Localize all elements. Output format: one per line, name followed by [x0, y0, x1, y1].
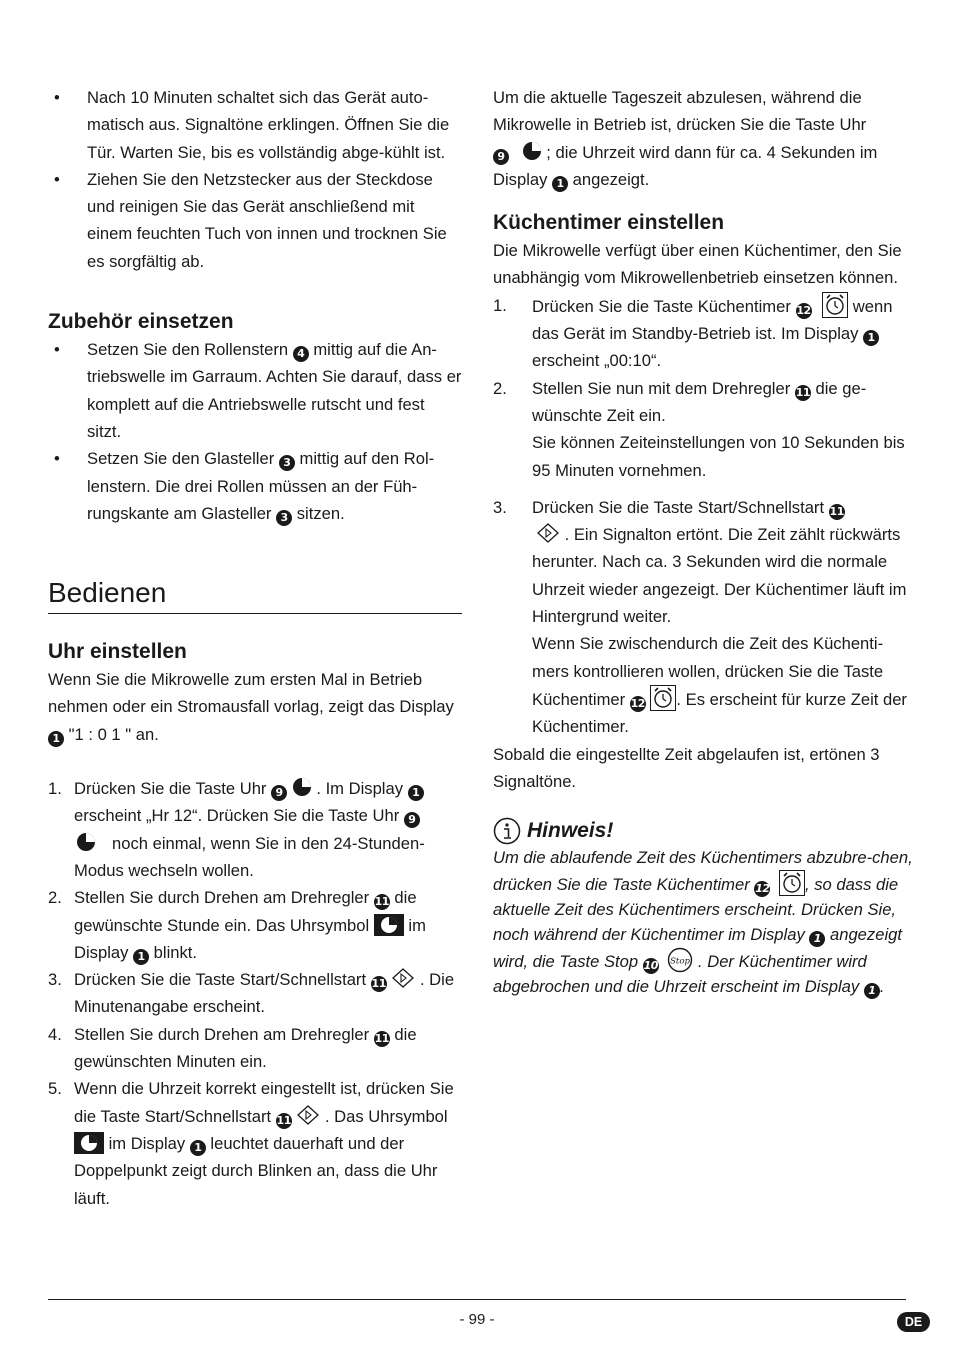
text: . Das Uhrsymbol [324, 1106, 448, 1126]
text: angezeigt wird, die Taste Stop [493, 925, 902, 972]
text: Stellen Sie nun mit dem Drehregler [532, 378, 791, 398]
text: Stellen Sie durch Drehen am Drehregler [74, 1024, 370, 1044]
ref-number: 11 [829, 504, 844, 518]
text: . Ein Signalton ertönt. Die Zeit zählt rückwärts herunter. Nach ca. 3 Sekunden wird die normale Uhrzeit wieder angezeigt. Der Küchentimer läuft im Hintergrund weiter. [532, 525, 907, 627]
list-item [48, 966, 462, 1021]
ref-number: 1 [809, 931, 825, 947]
text: blinkt. [153, 942, 198, 962]
hinweis-title: Hinweis! [527, 819, 614, 843]
kitchen-timer-icon [822, 292, 848, 318]
step-number: 4. [48, 1024, 62, 1044]
ref-number: 9 [493, 149, 509, 165]
text: Drücken Sie die Taste Küchentimer [532, 296, 791, 316]
list-item [493, 375, 913, 484]
stop-icon [667, 947, 693, 973]
text: im Display [108, 1133, 186, 1153]
section-heading-kuechentimer: Küchentimer einstellen [493, 211, 725, 235]
info-icon [493, 817, 521, 845]
step-number: 2. [48, 888, 62, 908]
text: . Im Display [316, 779, 404, 799]
step-number: 3. [48, 970, 62, 990]
hinweis-text [493, 845, 913, 999]
zubehoer-bullet-list [48, 336, 462, 527]
right-column [493, 84, 913, 999]
text: Drücken Sie die Taste Start/Schnellstart [532, 497, 825, 517]
clock-symbol-icon [374, 914, 404, 936]
text: Um die ablaufende Zeit des Küchentimers abzubre-chen, drücken Sie die Taste Küchentimer [493, 848, 913, 895]
clock-icon [292, 777, 312, 797]
chapter-heading-bedienen: Bedienen [48, 575, 462, 614]
intro-bullet-list [48, 84, 462, 275]
text: ; die Uhrzeit wird dann für ca. 4 Sekunden im Display [493, 142, 878, 189]
text: , so dass die aktuelle Zeit des Küchentimers erscheint. Drücken Sie, noch während der Küchentimer im Display [493, 875, 899, 945]
bullet-text: Nach 10 Minuten schaltet sich das Gerät auto-matisch aus. Signaltöne erklingen. Öffnen Sie die Tür. Warten Sie, bis es vollständig abge-kühlt ist. [87, 88, 450, 162]
text: Setzen Sie den Rollenstern [87, 340, 289, 360]
step-number: 5. [48, 1079, 62, 1099]
list-item [48, 1075, 462, 1211]
list-item [48, 775, 462, 884]
text: "1 : 0 1 " an. [68, 724, 159, 744]
ref-number: 3 [276, 510, 292, 526]
text: angezeigt. [572, 169, 650, 189]
ref-number: 11 [276, 1113, 291, 1127]
ref-number: 12 [630, 696, 645, 710]
bullet-mark: • [54, 169, 60, 189]
list-item [493, 494, 913, 741]
ref-number: 9 [404, 812, 420, 828]
list-item [48, 884, 462, 966]
text: . Die Minutenangabe erscheint. [74, 970, 455, 1017]
section-heading-uhr: Uhr einstellen [48, 640, 187, 664]
ref-number: 1 [133, 949, 149, 965]
text: Wenn Sie zwischendurch die Zeit des Küchenti-mers kontrollieren wollen, drücken Sie die Taste Küchentimer [532, 634, 884, 709]
text: wenn das Gerät im Standby-Betrieb ist. Im Display [532, 296, 893, 344]
text: Drücken Sie die Taste Start/Schnellstart [74, 970, 367, 990]
text: leuchtet dauerhaft und der Doppelpunkt zeigt durch Blinken an, dass die Uhr läuft. [74, 1133, 438, 1208]
step-number: 1. [48, 779, 62, 799]
ref-number: 12 [755, 882, 770, 896]
text: im Display [74, 915, 426, 962]
kuechentimer-intro: Die Mikrowelle verfügt über einen Küchentimer, den Sie unabhängig vom Mikrowellenbetrieb einsetzen können. [493, 241, 902, 288]
text: Wenn Sie die Mikrowelle zum ersten Mal in Betrieb nehmen oder ein Stromausfall vorlag, zeigt das Display [48, 670, 454, 717]
list-item [48, 166, 462, 275]
bullet-mark: • [54, 340, 60, 360]
ref-number: 11 [374, 895, 389, 909]
ref-number: 9 [271, 785, 287, 801]
list-item [48, 84, 462, 166]
ref-number: 1 [190, 1140, 206, 1156]
start-diamond-icon [296, 1105, 320, 1125]
ref-number: 4 [293, 346, 309, 362]
text: . Es erscheint für kurze Zeit der Küchentimer. [532, 689, 907, 737]
tageszeit-paragraph [493, 84, 913, 193]
uhr-intro [48, 666, 462, 748]
text: die gewünschte Stunde ein. Das Uhrsymbol [74, 888, 417, 935]
text: Wenn die Uhrzeit korrekt eingestellt ist, drücken Sie die Taste Start/Schnellstart [74, 1079, 454, 1126]
ref-number: 1 [48, 731, 64, 747]
start-diamond-icon [536, 523, 560, 543]
text: sitzen. [296, 503, 345, 523]
step-number: 2. [493, 378, 507, 398]
text: Sie können Zeiteinstellungen von 10 Sekunden bis 95 Minuten vornehmen. [532, 433, 905, 480]
step-number: 1. [493, 295, 507, 315]
text: . Der Küchentimer wird abgebrochen und die Uhrzeit erscheint im Display [493, 952, 867, 997]
text: mittig auf die An-triebswelle im Garraum. Achten Sie darauf, dass er komplett auf die Antriebswelle rutscht und fest sitzt. [87, 340, 462, 441]
text: erscheint „Hr 12“. Drücken Sie die Taste Uhr [74, 806, 400, 826]
list-item [493, 292, 913, 375]
bullet-text: Ziehen Sie den Netzstecker aus der Steckdose und reinigen Sie das Gerät anschließend mit einem feuchten Tuch von innen und trocknen Sie es sorgfältig ab. [87, 169, 447, 271]
text: die gewünschten Minuten ein. [74, 1024, 417, 1072]
bullet-mark: • [54, 88, 60, 107]
clock-icon [76, 832, 96, 852]
ref-number: 3 [279, 455, 295, 471]
kitchen-timer-icon [650, 685, 676, 711]
kuechentimer-end: Sobald die eingestellte Zeit abgelaufen ist, ertönen 3 Signaltöne. [493, 744, 880, 791]
step-number: 3. [493, 497, 507, 517]
text: Drücken Sie die Taste Uhr [74, 779, 267, 799]
ref-number: 12 [796, 303, 811, 317]
text: Um die aktuelle Tageszeit abzulesen, während die Mikrowelle in Betrieb ist, drücken Sie die Taste Uhr [493, 88, 867, 135]
list-item [48, 336, 462, 445]
language-badge: DE [897, 1312, 930, 1332]
text: erscheint „00:10“. [532, 351, 662, 371]
ref-number: 1 [552, 176, 568, 192]
text: Setzen Sie den Glasteller [87, 449, 275, 469]
text: mittig auf den Rol-lenstern. Die drei Rollen müssen an der Füh-rungskante am Glasteller [87, 449, 435, 523]
list-item [48, 1021, 462, 1076]
kuechentimer-steps [493, 292, 913, 741]
text: . [879, 977, 885, 997]
list-item [48, 445, 462, 527]
page-number: - 99 - [459, 1311, 495, 1328]
footer-divider [48, 1299, 906, 1300]
clock-icon [522, 141, 542, 161]
ref-number: 11 [371, 977, 386, 991]
ref-number: 11 [795, 385, 811, 399]
bullet-mark: • [54, 449, 60, 469]
left-column [48, 84, 462, 1212]
section-heading-zubehoer: Zubehör einsetzen [48, 310, 234, 334]
ref-number: 1 [408, 785, 424, 801]
svg-text:Stop: Stop [670, 956, 691, 967]
ref-number: 1 [864, 983, 880, 999]
ref-number: 10 [643, 959, 658, 973]
kitchen-timer-icon [779, 870, 805, 896]
clock-symbol-icon [74, 1132, 104, 1154]
text: die ge-wünschte Zeit ein. [532, 378, 867, 425]
text: noch einmal, wenn Sie in den 24-Stunden-Modus wechseln wollen. [74, 833, 425, 880]
ref-number: 1 [863, 330, 879, 346]
text: Stellen Sie durch Drehen am Drehregler [74, 888, 370, 908]
uhr-steps [48, 775, 462, 1212]
hinweis-heading [493, 817, 913, 845]
start-diamond-icon [391, 968, 415, 988]
ref-number: 11 [374, 1031, 389, 1045]
